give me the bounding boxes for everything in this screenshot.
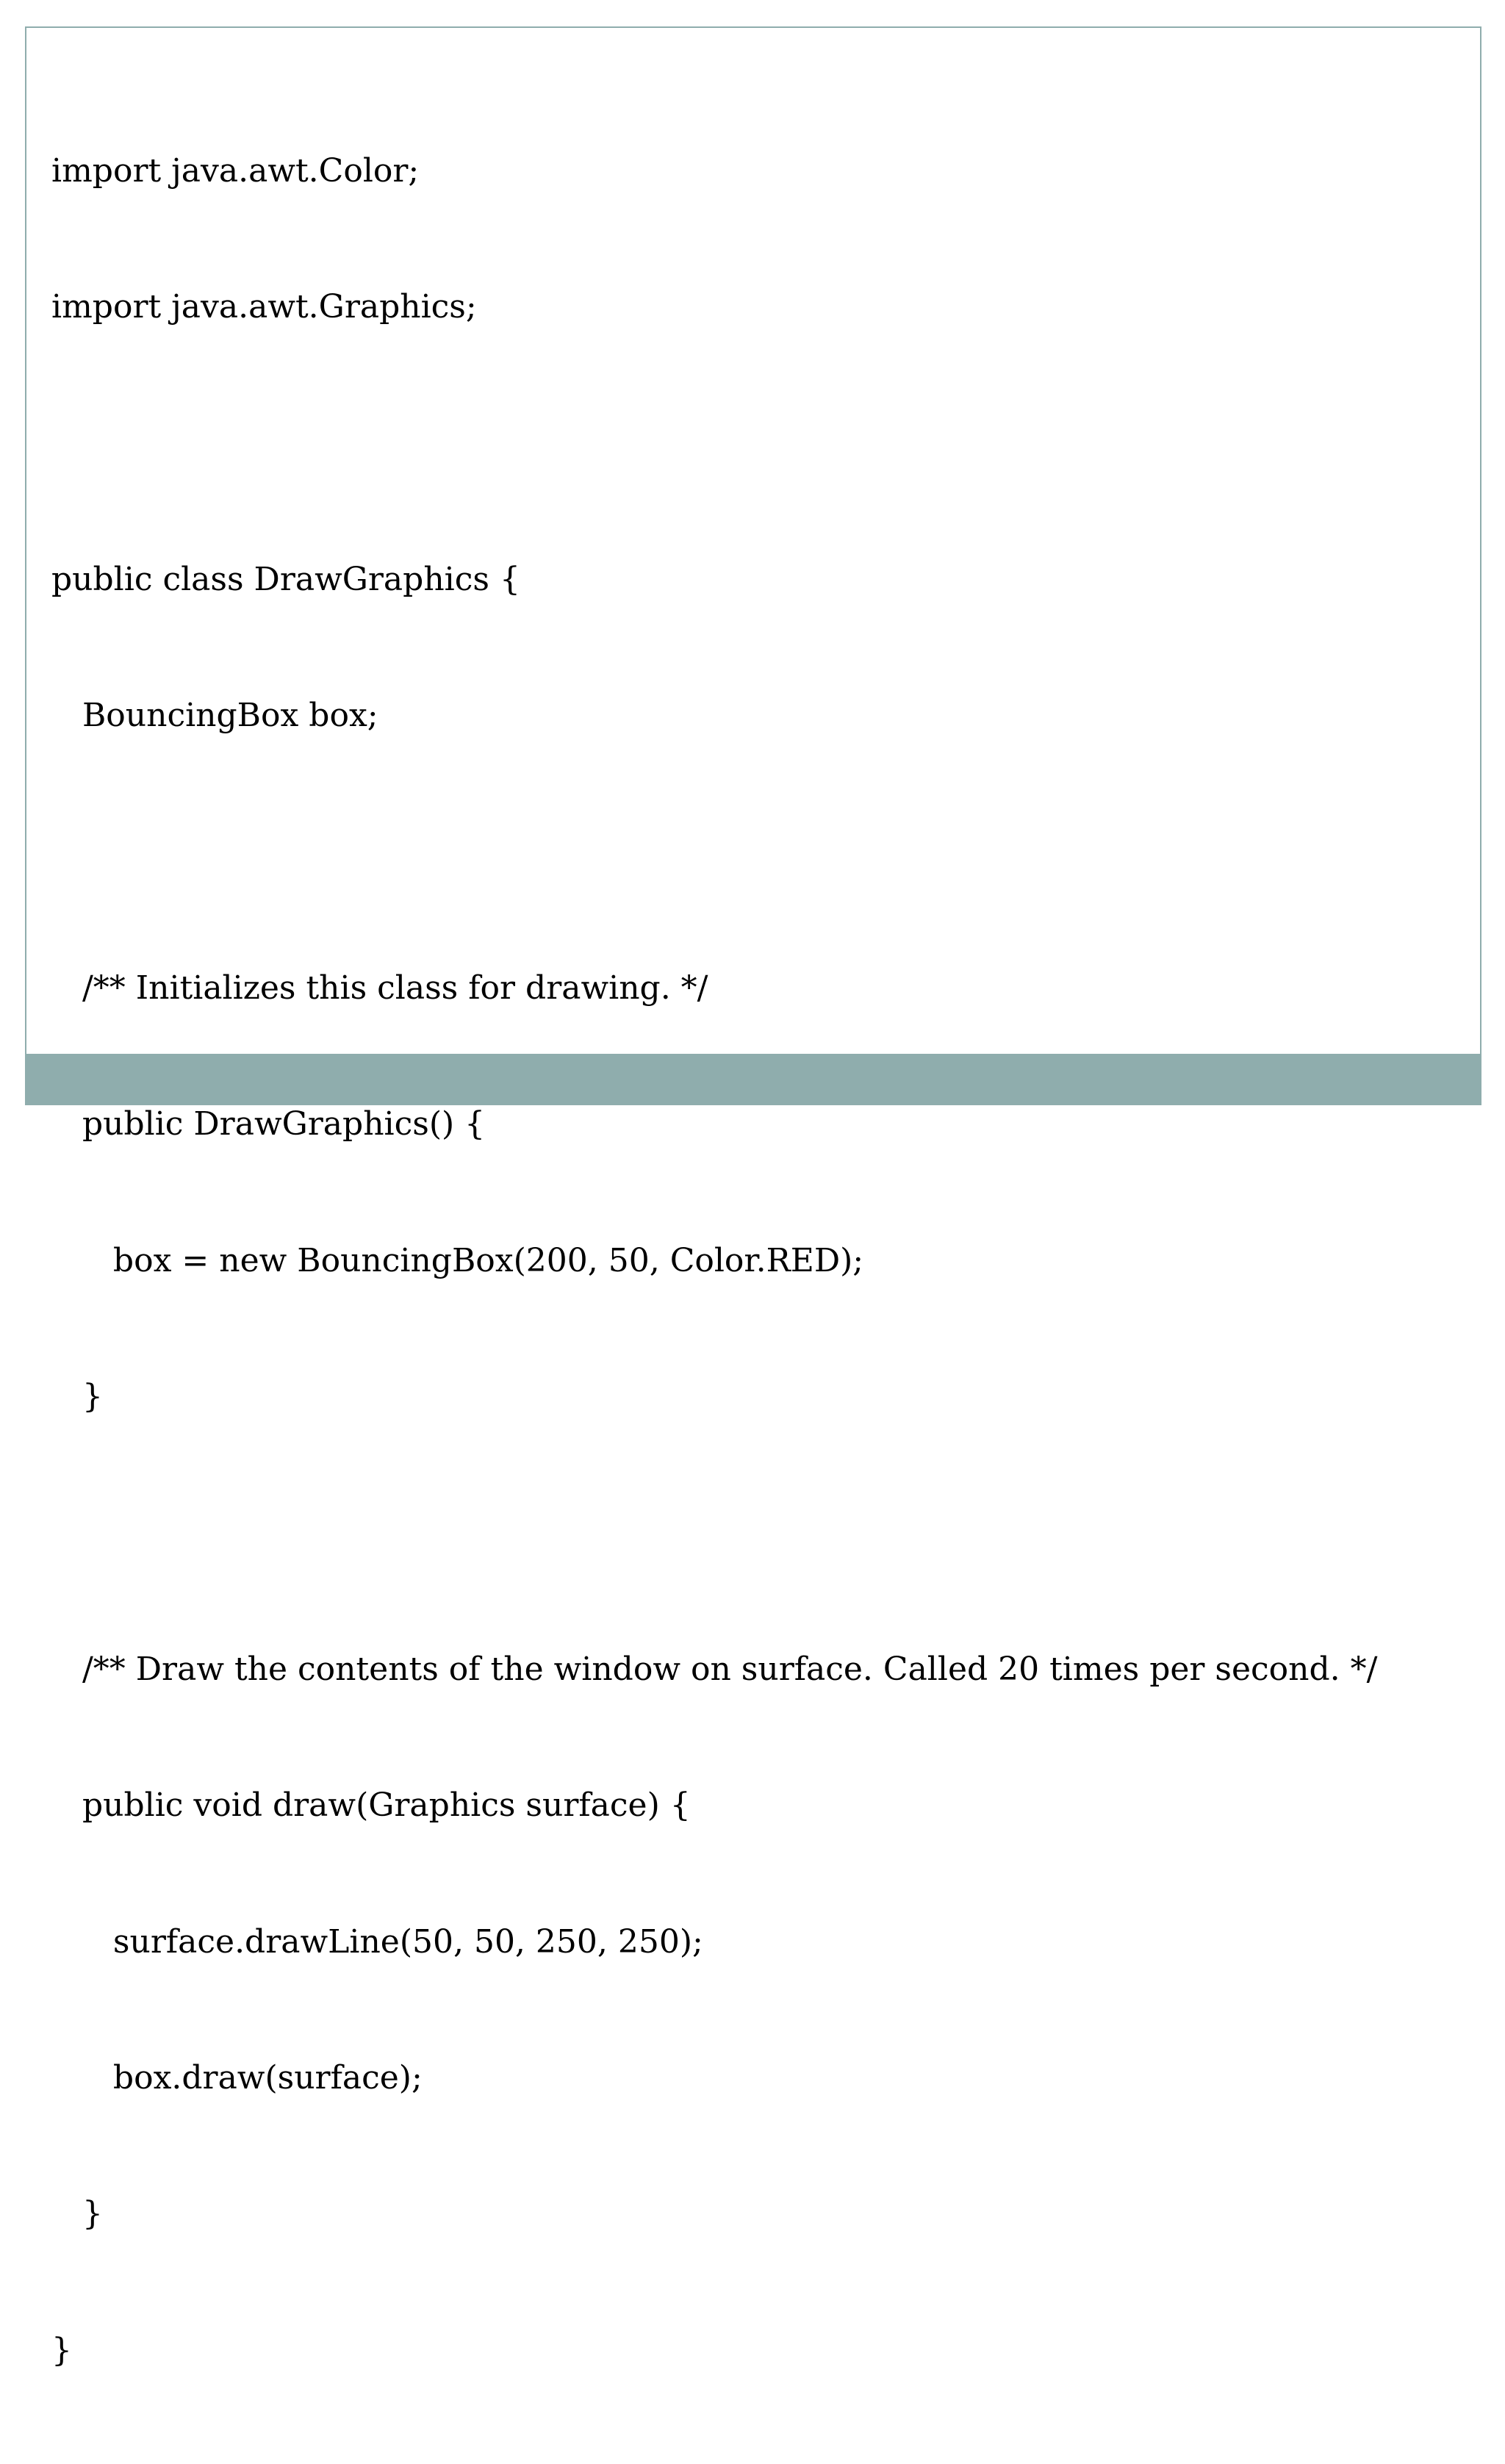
code-line-class-declaration: public class DrawGraphics { [51,560,520,598]
code-line-draw-close: } [51,2195,103,2233]
code-line-constructor-comment: /** Initializes this class for drawing. */ [51,969,708,1007]
footer-bar [26,1054,1480,1104]
code-line-draw-line-call: surface.drawLine(50, 50, 250, 250); [51,1922,703,1961]
code-line-field-box: BouncingBox box; [51,697,378,735]
code-line-import-color: import java.awt.Color; [51,151,420,190]
code-line-draw-comment: /** Draw the contents of the window on surface. Called 20 times per second. */ [51,1650,1378,1688]
slide-frame [25,26,1481,2369]
code-line-constructor-close: } [51,1378,103,1416]
code-line-blank [51,420,1462,466]
code-line-box-draw-call: box.draw(surface); [51,2059,423,2097]
code-line-blank [51,1511,1462,1556]
code-line-class-close: } [51,2331,72,2369]
code-line-blank [51,830,1462,875]
code-line-constructor-body: box = new BouncingBox(200, 50, Color.RED); [51,1241,864,1279]
code-line-draw-signature: public void draw(Graphics surface) { [51,1786,691,1825]
code-block [51,57,1462,2464]
code-line-constructor-signature: public DrawGraphics() { [51,1105,486,1143]
code-line-import-graphics: import java.awt.Graphics; [51,287,477,326]
